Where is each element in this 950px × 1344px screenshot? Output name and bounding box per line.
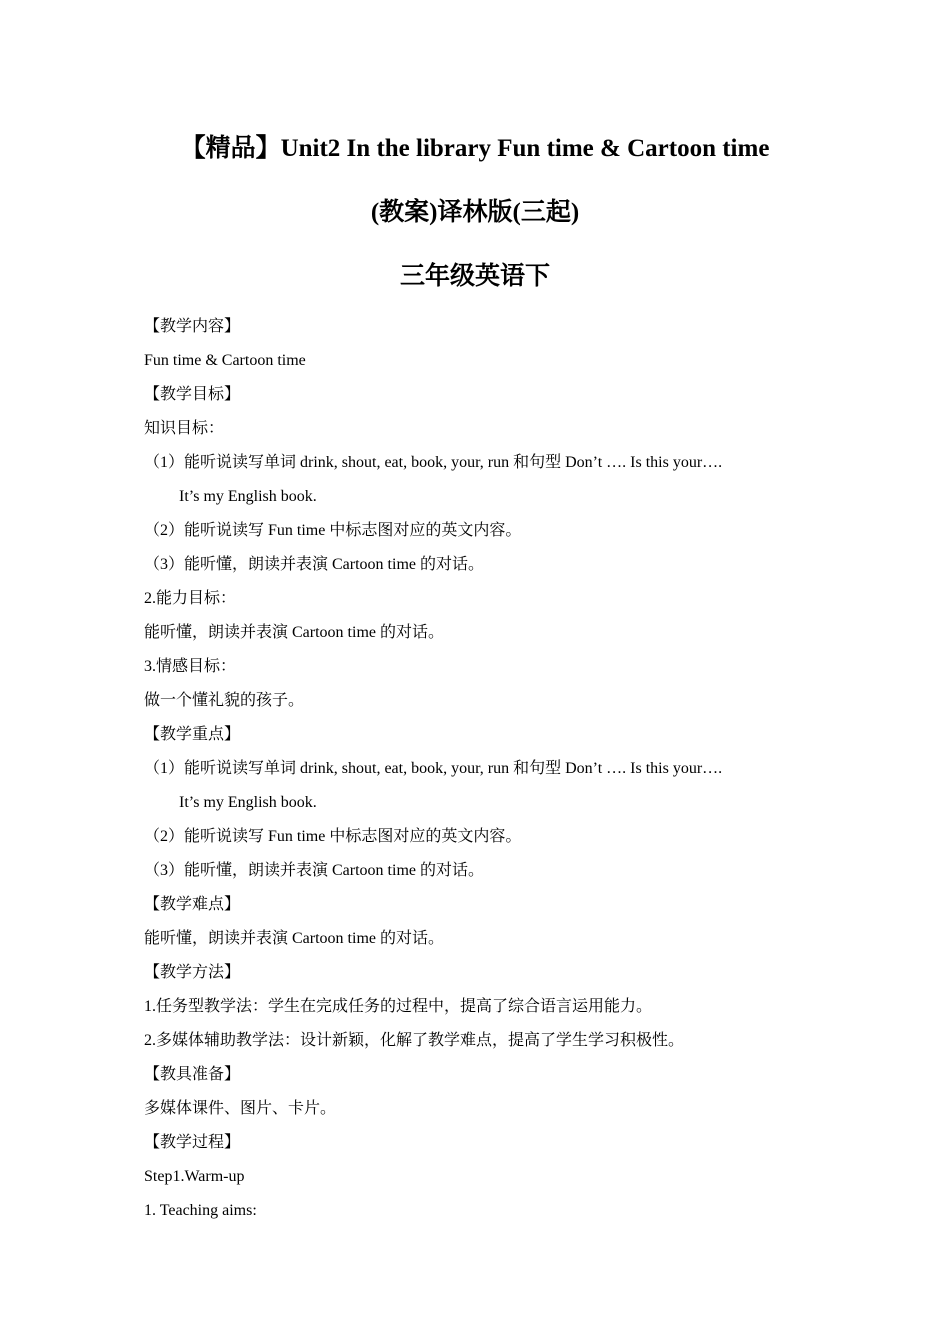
title-line-1: 【精品】Unit2 In the library Fun time & Cartoon time <box>180 135 770 162</box>
document-line: It’s my English book. <box>179 488 317 505</box>
document-line: 【教学内容】 <box>144 318 241 335</box>
document-line: 2.能力目标： <box>144 590 237 607</box>
document-line: 能听懂，朗读并表演 Cartoon time 的对话。 <box>144 624 444 641</box>
document-line: （2）能听说读写 Fun time 中标志图对应的英文内容。 <box>144 522 522 539</box>
document-line: 【教具准备】 <box>144 1066 241 1083</box>
document-line: 【教学目标】 <box>144 386 241 403</box>
title-line-2: (教案)译林版(三起) <box>370 199 580 226</box>
document-line: Step1.Warm-up <box>144 1168 245 1185</box>
document-line: 多媒体课件、图片、卡片。 <box>144 1100 337 1117</box>
document-line: 能听懂，朗读并表演 Cartoon time 的对话。 <box>144 930 444 947</box>
document-line: 1. Teaching aims: <box>144 1202 257 1219</box>
document-line: （3）能听懂，朗读并表演 Cartoon time 的对话。 <box>144 556 484 573</box>
document-line: 【教学难点】 <box>144 896 241 913</box>
document-line: Fun time & Cartoon time <box>144 352 306 369</box>
document-line: 1.任务型教学法：学生在完成任务的过程中，提高了综合语言运用能力。 <box>144 998 653 1015</box>
document-line: （2）能听说读写 Fun time 中标志图对应的英文内容。 <box>144 828 522 845</box>
document-line: 【教学过程】 <box>144 1134 241 1151</box>
document-line: It’s my English book. <box>179 794 317 811</box>
document-line: 【教学重点】 <box>144 726 241 743</box>
document-line: （3）能听懂，朗读并表演 Cartoon time 的对话。 <box>144 862 484 879</box>
document-line: 【教学方法】 <box>144 964 241 981</box>
document-line: 做一个懂礼貌的孩子。 <box>144 692 305 709</box>
document-line: 3.情感目标： <box>144 658 237 675</box>
document-line: 知识目标： <box>144 420 225 437</box>
title-line-3: 三年级英语下 <box>399 263 550 290</box>
document-line: （1）能听说读写单词 drink, shout, eat, book, your, run 和句型 Don’t …. Is this your…. <box>144 454 723 471</box>
document-line: （1）能听说读写单词 drink, shout, eat, book, your, run 和句型 Don’t …. Is this your…. <box>144 760 723 777</box>
document-body <box>144 310 824 1228</box>
document-line: 2.多媒体辅助教学法：设计新颖，化解了教学难点，提高了学生学习积极性。 <box>144 1032 685 1049</box>
